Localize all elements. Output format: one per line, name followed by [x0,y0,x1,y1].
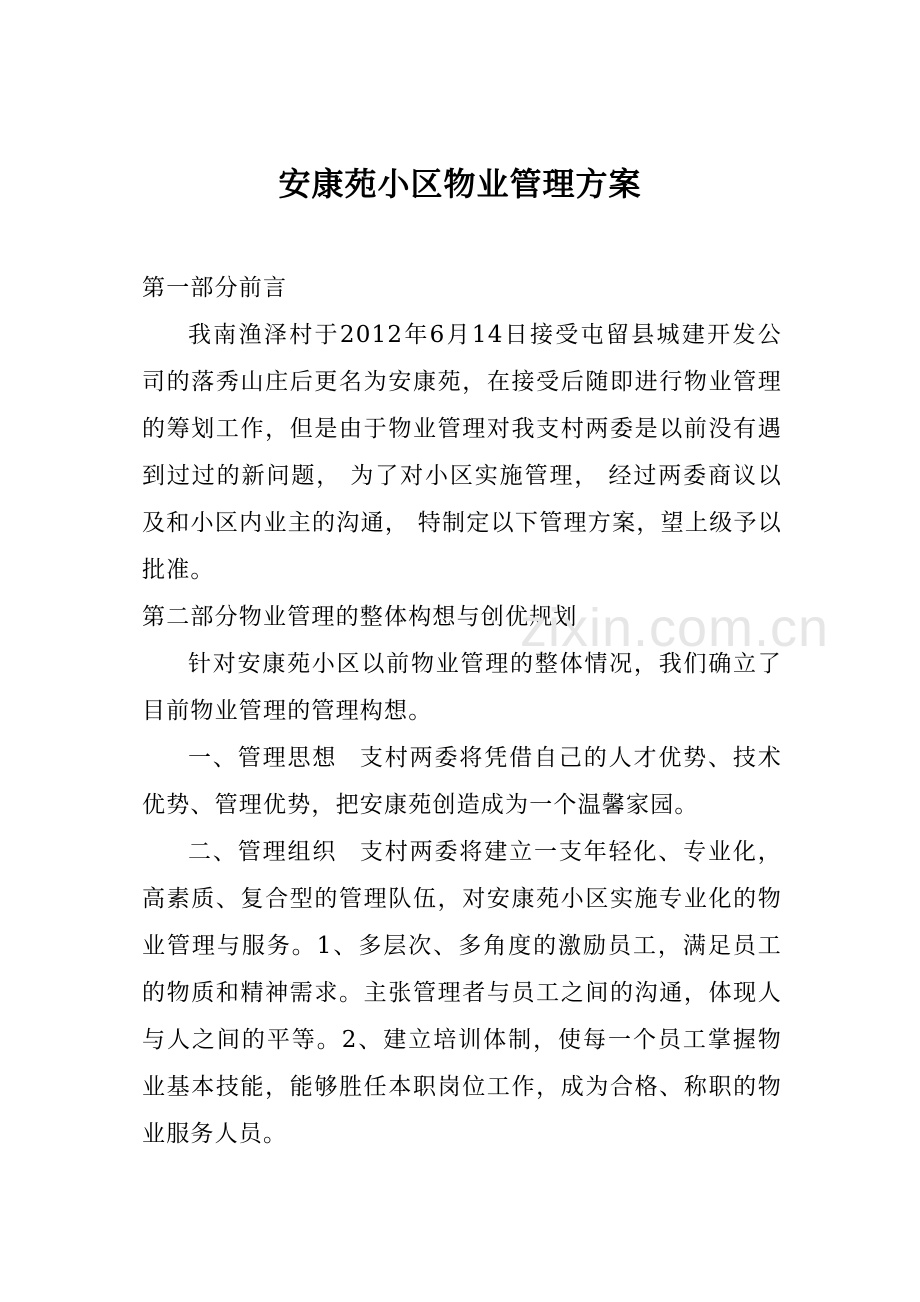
paragraph-overview: 针对安康苑小区以前物业管理的整体情况，我们确立了目前物业管理的管理构想。 [142,651,782,724]
item-text-management-thought: 支村两委将凭借自己的人才优势、技术优势、管理优势，把安康苑创造成为一个温馨家园。 [142,745,782,818]
paragraph-management-thought [142,735,782,829]
section-heading-part1: 第一部分前言 [142,275,288,301]
section-heading-part2: 第二部分物业管理的整体构想与创优规划 [142,604,578,630]
item-label-management-thought: 一、管理思想 [188,745,338,771]
item-text-management-organization: 支村两委将建立一支年轻化、专业化，高素质、复合型的管理队伍，对安康苑小区实施专业化的物业管理与服务。1、多层次、多角度的激励员工，满足员工的物质和精神需求。主张管理者与员工之间的沟通，体现人与人之间的平等。2、建立培训体制，使每一个员工掌握物业基本技能，能够胜任本职岗位工作，成为合格、称职的物业服务人员。 [142,839,782,1147]
paragraph-preface: 我南渔泽村于2012年6月14日接受屯留县城建开发公司的落秀山庄后更名为安康苑，在接受后随即进行物业管理的筹划工作，但是由于物业管理对我支村两委是以前没有遇到过过的新问题， 为了对小区实施管理， 经过两委商议以及和小区内业主的沟通， 特制定以下管理方案，望上级予以批准。 [142,322,782,583]
paragraph-management-organization [142,829,782,1158]
watermark-text: zixin.com.cn [520,598,830,658]
item-label-management-organization: 二、管理组织 [188,839,338,865]
document-body [142,265,782,1158]
document-title: 安康苑小区物业管理方案 [278,165,642,203]
